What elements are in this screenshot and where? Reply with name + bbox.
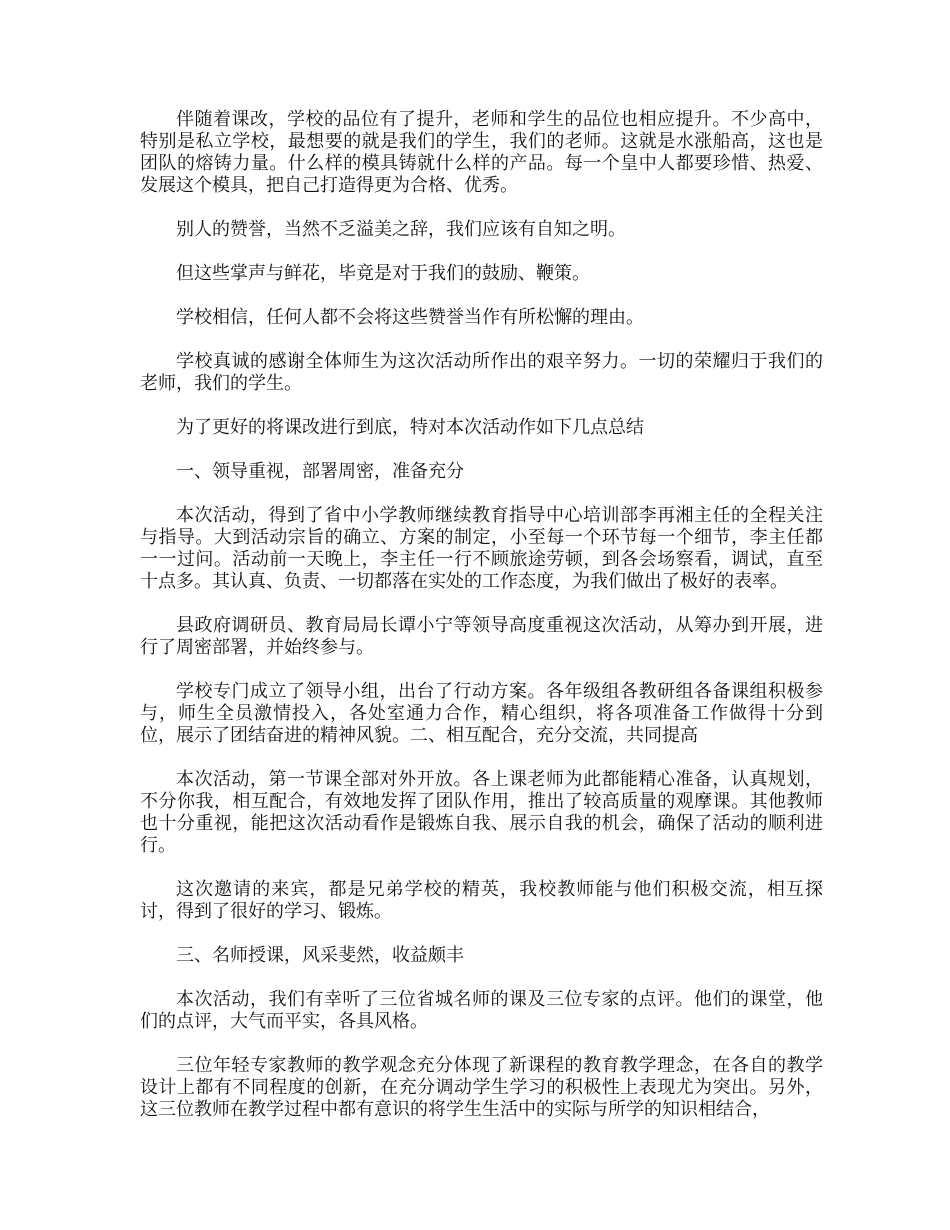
section-heading: 三、名师授课，风采斐然，收益颇丰: [176, 945, 464, 966]
paragraph: 为了更好的将课改进行到底，特对本次活动作如下几点总结: [176, 417, 644, 438]
paragraph: 三位年轻专家教师的教学观念充分体现了新课程的教育教学理念，在各自的教学设计上都有不同程度的创新，在充分调动学生学习的积极性上表现尤为突出。另外，这三位教师在教学过程中都有意识的将学生生活中的实际与所学的知识相结合，: [140, 1055, 823, 1120]
paragraph: 本次活动，得到了省中小学教师继续教育指导中心培训部李再湘主任的全程关注与指导。大到活动宗旨的确立、方案的制定，小至每一个环节每一个细节，李主任都一一过问。活动前一天晚上，李主任一行不顾旅途劳顿，到各会场察看，调试，直至十点多。其认真、负责、一切都落在实处的工作态度，为我们做出了极好的表率。: [140, 505, 823, 592]
paragraph: 别人的赞誉，当然不乏溢美之辞，我们应该有自知之明。: [176, 219, 626, 240]
paragraph: 这次邀请的来宾，都是兄弟学校的精英，我校教师能与他们积极交流，相互探讨，得到了很好的学习、锻炼。: [140, 879, 823, 922]
paragraph: 伴随着课改，学校的品位有了提升，老师和学生的品位也相应提升。不少高中，特别是私立学校，最想要的就是我们的学生，我们的老师。这就是水涨船高，这也是团队的熔铸力量。什么样的模具铸就什么样的产品。每一个皇中人都要珍惜、热爱、发展这个模具，把自己打造得更为合格、优秀。: [140, 109, 823, 196]
paragraph: 学校相信，任何人都不会将这些赞誉当作有所松懈的理由。: [176, 307, 644, 328]
paragraph: 学校专门成立了领导小组，出台了行动方案。各年级组各教研组各备课组积极参与，师生全员激情投入，各处室通力合作，精心组织，将各项准备工作做得十分到位，展示了团结奋进的精神风貌。二、相互配合，充分交流，共同提高: [140, 681, 823, 746]
paragraph: 但这些掌声与鲜花，毕竟是对于我们的鼓励、鞭策。: [176, 263, 590, 284]
paragraph: 本次活动，我们有幸听了三位省城名师的课及三位专家的点评。他们的课堂，他们的点评，大气而平实，各具风格。: [140, 989, 823, 1032]
document-body: [140, 109, 823, 1121]
section-heading: 一、领导重视，部署周密，准备充分: [176, 461, 464, 482]
paragraph: 县政府调研员、教育局局长谭小宁等领导高度重视这次活动，从筹办到开展，进行了周密部署，并始终参与。: [140, 615, 823, 658]
paragraph: 学校真诚的感谢全体师生为这次活动所作出的艰辛努力。一切的荣耀归于我们的老师，我们的学生。: [140, 351, 823, 394]
paragraph: 本次活动，第一节课全部对外开放。各上课老师为此都能精心准备，认真规划，不分你我，相互配合，有效地发挥了团队作用，推出了较高质量的观摩课。其他教师也十分重视，能把这次活动看作是锻炼自我、展示自我的机会，确保了活动的顺利进行。: [140, 769, 823, 856]
